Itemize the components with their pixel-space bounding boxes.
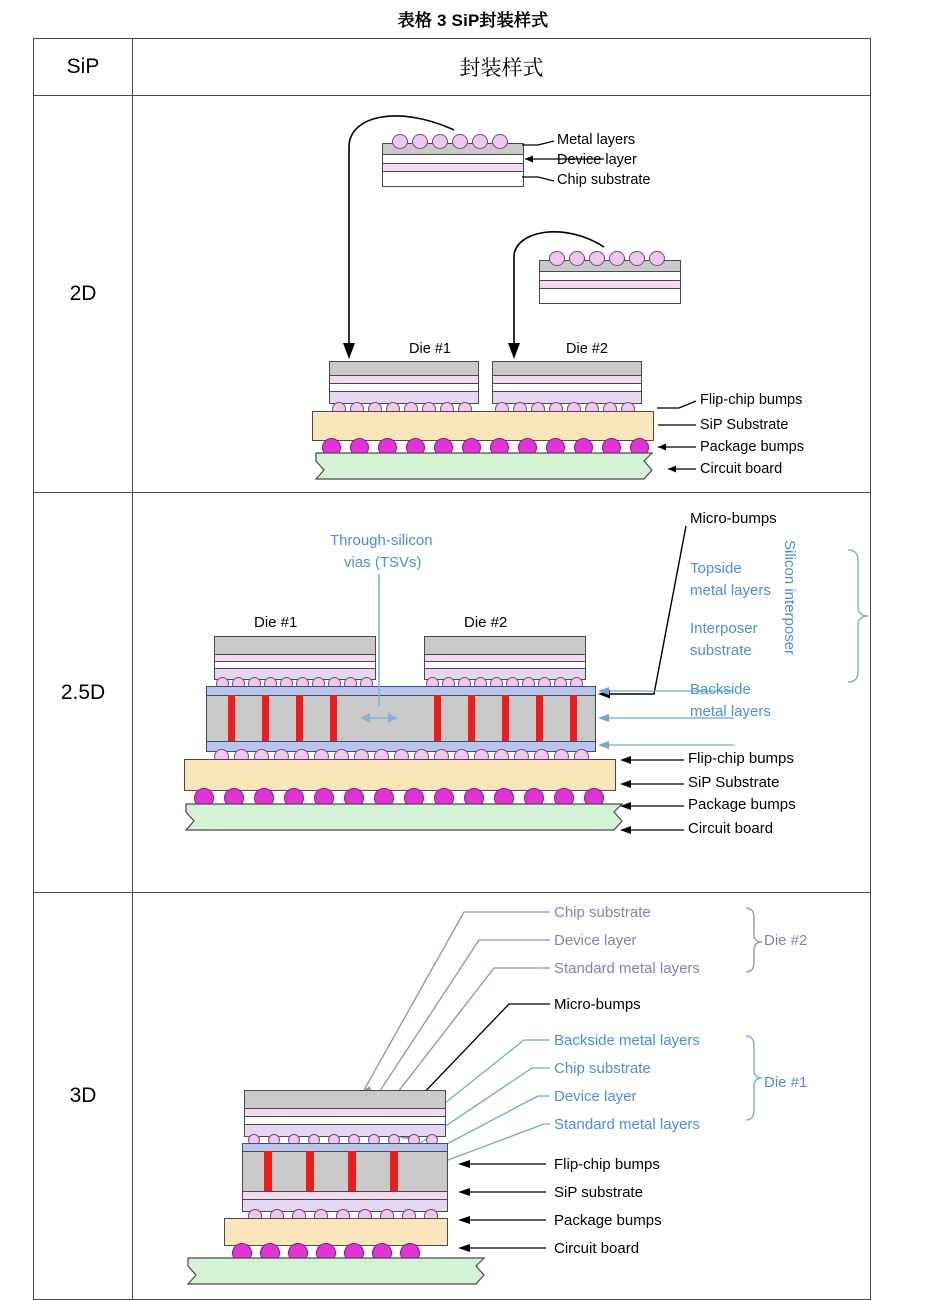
table-row <box>34 96 871 493</box>
label-circuit-board: Circuit board <box>554 1240 640 1257</box>
label-micro-bumps: Micro-bumps <box>690 510 777 527</box>
diagram-3d-cell <box>133 893 871 1300</box>
label-chip-substrate: Chip substrate <box>557 172 651 188</box>
table-header-row <box>34 39 871 96</box>
sip-substrate <box>224 1218 448 1246</box>
label-device-layer: Device layer <box>557 152 637 168</box>
label-metal-layers: Metal layers <box>557 132 636 148</box>
label-package-bumps: Package bumps <box>688 796 796 813</box>
tsv <box>264 1151 272 1191</box>
label-device-layer-die2: Device layer <box>554 932 637 949</box>
label-device-layer-die1: Device layer <box>554 1088 637 1105</box>
label-interposer-substrate-2: substrate <box>690 642 752 659</box>
die2-chip-substrate <box>244 1090 446 1110</box>
label-tsv-line2: vias (TSVs) <box>344 554 422 571</box>
circuit-board <box>176 1258 496 1292</box>
label-die1: Die #1 <box>254 614 298 631</box>
label-sip-substrate: SiP substrate <box>554 1184 643 1201</box>
label-flip-chip-bumps: Flip-chip bumps <box>700 392 803 408</box>
tsv <box>348 1151 356 1191</box>
header-sip: SiP <box>34 39 133 96</box>
row-label-25d: 2.5D <box>34 493 133 893</box>
table-row <box>34 493 871 893</box>
label-chip-substrate-die1: Chip substrate <box>554 1060 651 1077</box>
label-backside-metal-2: metal layers <box>690 703 771 720</box>
diagram-2d <box>134 97 869 491</box>
tsv <box>390 1151 398 1191</box>
label-tsv-line1: Through-silicon <box>330 532 433 549</box>
table-row <box>34 893 871 1300</box>
diagram-25d <box>134 494 869 891</box>
tsv <box>306 1151 314 1191</box>
label-package-bumps: Package bumps <box>554 1212 662 1229</box>
figure-caption: 表格 3 SiP封装样式 <box>397 11 549 30</box>
label-package-bumps: Package bumps <box>700 439 804 455</box>
label-flip-chip-bumps: Flip-chip bumps <box>554 1156 660 1173</box>
label-circuit-board: Circuit board <box>688 820 774 837</box>
label-standard-metal-die1: Standard metal layers <box>554 1116 700 1133</box>
label-die1: Die #1 <box>409 341 451 357</box>
label-die2: Die #2 <box>566 341 608 357</box>
header-package-style: 封装样式 <box>133 39 871 96</box>
die1-chip-substrate <box>242 1151 448 1193</box>
row-label-3d: 3D <box>34 893 133 1300</box>
sip-package-table <box>33 38 871 1300</box>
label-die1: Die #1 <box>764 1074 808 1091</box>
label-topside-metal-2: metal layers <box>690 582 771 599</box>
label-flip-chip-bumps: Flip-chip bumps <box>688 750 794 767</box>
label-sip-substrate: SiP Substrate <box>688 774 780 791</box>
label-die2: Die #2 <box>464 614 508 631</box>
label-topside-metal-1: Topside <box>690 560 742 577</box>
label-chip-substrate-die2: Chip substrate <box>554 904 651 921</box>
label-backside-metal-die1: Backside metal layers <box>554 1032 700 1049</box>
diagram-3d <box>134 894 869 1298</box>
label-circuit-board: Circuit board <box>700 461 783 477</box>
label-standard-metal-die2: Standard metal layers <box>554 960 700 977</box>
label-micro-bumps: Micro-bumps <box>554 996 641 1013</box>
label-silicon-interposer: Silicon interposer <box>781 540 798 656</box>
label-interposer-substrate-1: Interposer <box>690 620 758 637</box>
diagram-25d-cell <box>133 493 871 893</box>
diagram-2d-cell <box>133 96 871 493</box>
label-backside-metal-1: Backside <box>690 681 751 698</box>
row-label-2d: 2D <box>34 96 133 493</box>
label-sip-substrate: SiP Substrate <box>700 417 789 433</box>
label-die2: Die #2 <box>764 932 808 949</box>
